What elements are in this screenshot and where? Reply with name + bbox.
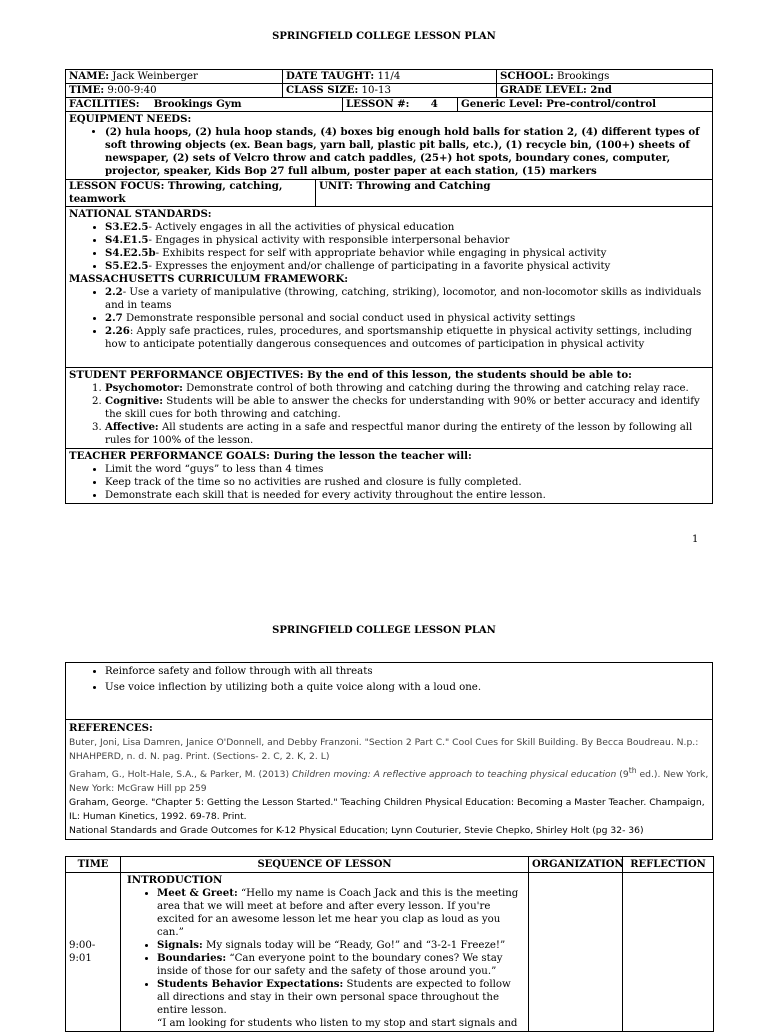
- teacher-goal-item: • Use voice inflection by utilizing both a quite voice along with a loud one.: [105, 681, 709, 694]
- teacher-goal-item: • Keep track of the time so no activities are rushed and closure is fully completed.: [105, 476, 709, 489]
- framework-item: • 2.7 Demonstrate responsible personal and social conduct used in physical activity settings: [105, 312, 709, 325]
- date-label: DATE TAUGHT:: [286, 70, 375, 82]
- sequence-item: • Meet & Greet: “Hello my name is Coach Jack and this is the meeting area that we will meet at before and after every lesson. If you're excited for an awesome lesson let me hear you clap as loud as you can.”: [157, 887, 525, 939]
- header-time: TIME: [66, 857, 121, 873]
- lesson-number: 4: [409, 98, 438, 110]
- facilities-value: Brookings Gym: [139, 98, 242, 110]
- grade-value: 2nd: [586, 84, 612, 96]
- standard-item: • S5.E2.5- Expresses the enjoyment and/or challenge of participating in a favorite physical activity: [105, 260, 709, 273]
- framework-item: • 2.2- Use a variety of manipulative (throwing, catching, striking), locomotor, and non-locomotor skills as individuals and in teams: [105, 286, 709, 312]
- standard-item: • S3.E2.5- Actively engages in all the activities of physical education: [105, 221, 709, 234]
- lesson-focus: Throwing, catching, teamwork: [69, 180, 283, 205]
- teacher-goal-item: • Reinforce safety and follow through with all threats: [105, 665, 709, 678]
- framework-item: • 2.26: Apply safe practices, rules, procedures, and sportsmanship etiquette in physical activity settings, including how to anticipate potentially dangerous consequences and outcomes of participation in physical activity: [105, 325, 709, 351]
- school-name: Brookings: [553, 71, 610, 82]
- reference-entry: Buter, Joni, Lisa Damren, Janice O'Donnell, and Debby Franzoni. "Section 2 Part C." Cool Cues for Skill Building. By Becca Boudreau. N.p.: NHAHPERD, n. d. N. pag. Print. (Sections- 2. C, 2. K, 2. L): [69, 737, 699, 762]
- teacher-name: Jack Weinberger: [109, 71, 198, 82]
- page-title: SPRINGFIELD COLLEGE LESSON PLAN: [272, 31, 496, 42]
- header-reflection: REFLECTION: [623, 857, 714, 873]
- unit-label: UNIT:: [319, 180, 353, 192]
- generic-level-label: Generic Level:: [461, 98, 543, 110]
- objectives-label: STUDENT PERFORMANCE OBJECTIVES: By the end of this lesson, the students should be able to:: [69, 369, 632, 381]
- time-cell: 9:00- 9:01: [66, 873, 121, 1032]
- introduction-label: INTRODUCTION: [127, 874, 223, 886]
- sequence-item: • Signals: My signals today will be “Ready, Go!” and “3-2-1 Freeze!”: [157, 939, 525, 952]
- lesson-focus-label: LESSON FOCUS:: [69, 180, 165, 192]
- reference-entry: Graham, G., Holt-Hale, S.A., & Parker, M. (2013) Children moving: A reflective approach to teaching physical education (9th ed.). New York, New York: McGraw Hill pp 259: [69, 766, 709, 795]
- sequence-item: • Boundaries: “Can everyone point to the boundary cones? We stay inside of those for our safety and the safety of those around you.”: [157, 952, 525, 978]
- class-size: 10-13: [358, 85, 391, 96]
- standard-item: • S4.E1.5- Engages in physical activity with responsible interpersonal behavior: [105, 234, 709, 247]
- reflection-cell: [623, 873, 714, 1032]
- name-label: NAME:: [69, 70, 110, 82]
- objective-item: 1. Psychomotor: Demonstrate control of both throwing and catching during the throwing and catching relay race.: [105, 382, 709, 395]
- equipment-label: EQUIPMENT NEEDS:: [69, 113, 192, 125]
- unit-value: Throwing and Catching: [352, 180, 491, 192]
- standard-item: • S4.E2.5b- Exhibits respect for self with appropriate behavior while engaging in physical activity: [105, 247, 709, 260]
- teacher-goals-label: TEACHER PERFORMANCE GOALS: During the lesson the teacher will:: [69, 450, 472, 462]
- teacher-goal-item: • Limit the word “guys” to less than 4 times: [105, 463, 709, 476]
- lesson-number-label: LESSON #:: [346, 98, 410, 110]
- facilities-label: FACILITIES:: [69, 98, 140, 110]
- date-taught: 11/4: [374, 71, 401, 82]
- sequence-continuation: “I am looking for students who listen to my stop and start signals and: [157, 1018, 518, 1029]
- mass-framework-label: MASSACHUSETTS CURRICULUM FRAMEWORK:: [69, 273, 349, 285]
- references-label: REFERENCES:: [69, 722, 153, 734]
- objective-item: 2. Cognitive: Students will be able to answer the checks for understanding with 90% or better accuracy and identify the skill cues for both throwing and catching.: [105, 395, 709, 421]
- school-label: SCHOOL:: [500, 70, 554, 82]
- generic-level: Pre-control/control: [542, 98, 657, 110]
- page-number: 1: [692, 534, 699, 545]
- time-value: 9:00-9:40: [104, 85, 157, 96]
- lesson-header-table: [65, 69, 713, 504]
- teacher-goal-item: • Demonstrate each skill that is needed for every activity throughout the entire lesson.: [105, 489, 709, 502]
- header-sequence: SEQUENCE OF LESSON: [121, 857, 529, 873]
- time-label: TIME:: [69, 84, 105, 96]
- header-organization: ORGANIZATION: [529, 857, 623, 873]
- reference-entry: National Standards and Grade Outcomes for K-12 Physical Education; Lynn Couturier, Stevie Chepko, Shirley Holt (pg 32- 36): [69, 825, 644, 837]
- grade-label: GRADE LEVEL:: [500, 84, 587, 96]
- page-title: SPRINGFIELD COLLEGE LESSON PLAN: [272, 625, 496, 636]
- sequence-table: [65, 856, 714, 1032]
- lesson-continuation-table: [65, 662, 713, 840]
- organization-cell: [529, 873, 623, 1032]
- reference-entry: Graham, George. "Chapter 5: Getting the Lesson Started." Teaching Children Physical Education: Becoming a Master Teacher. Champaign, IL: Human Kinetics, 1992. 69-78. Print.: [69, 797, 705, 823]
- national-standards-label: NATIONAL STANDARDS:: [69, 208, 212, 220]
- class-size-label: CLASS SIZE:: [286, 84, 359, 96]
- objective-item: 3. Affective: All students are acting in a safe and respectful manor during the entirety of the lesson by following all rules for 100% of the lesson.: [105, 421, 709, 447]
- equipment-list-item: • (2) hula hoops, (2) hula hoop stands, (4) boxes big enough hold balls for station 2, (4) different types of soft throwing objects (ex. Bean bags, yarn ball, plastic pit balls, etc.), (1) recycle bin, (100+) sheets of newspaper, (2) sets of Velcro throw and catch paddles, (25+) hot spots, boundary cones, computer, projector, speaker, Kids Bop 27 full album, poster paper at each station, (15) markers: [105, 126, 709, 178]
- sequence-item: • Students Behavior Expectations: Students are expected to follow all directions and stay in their own personal space throughout the entire lesson.: [157, 978, 525, 1017]
